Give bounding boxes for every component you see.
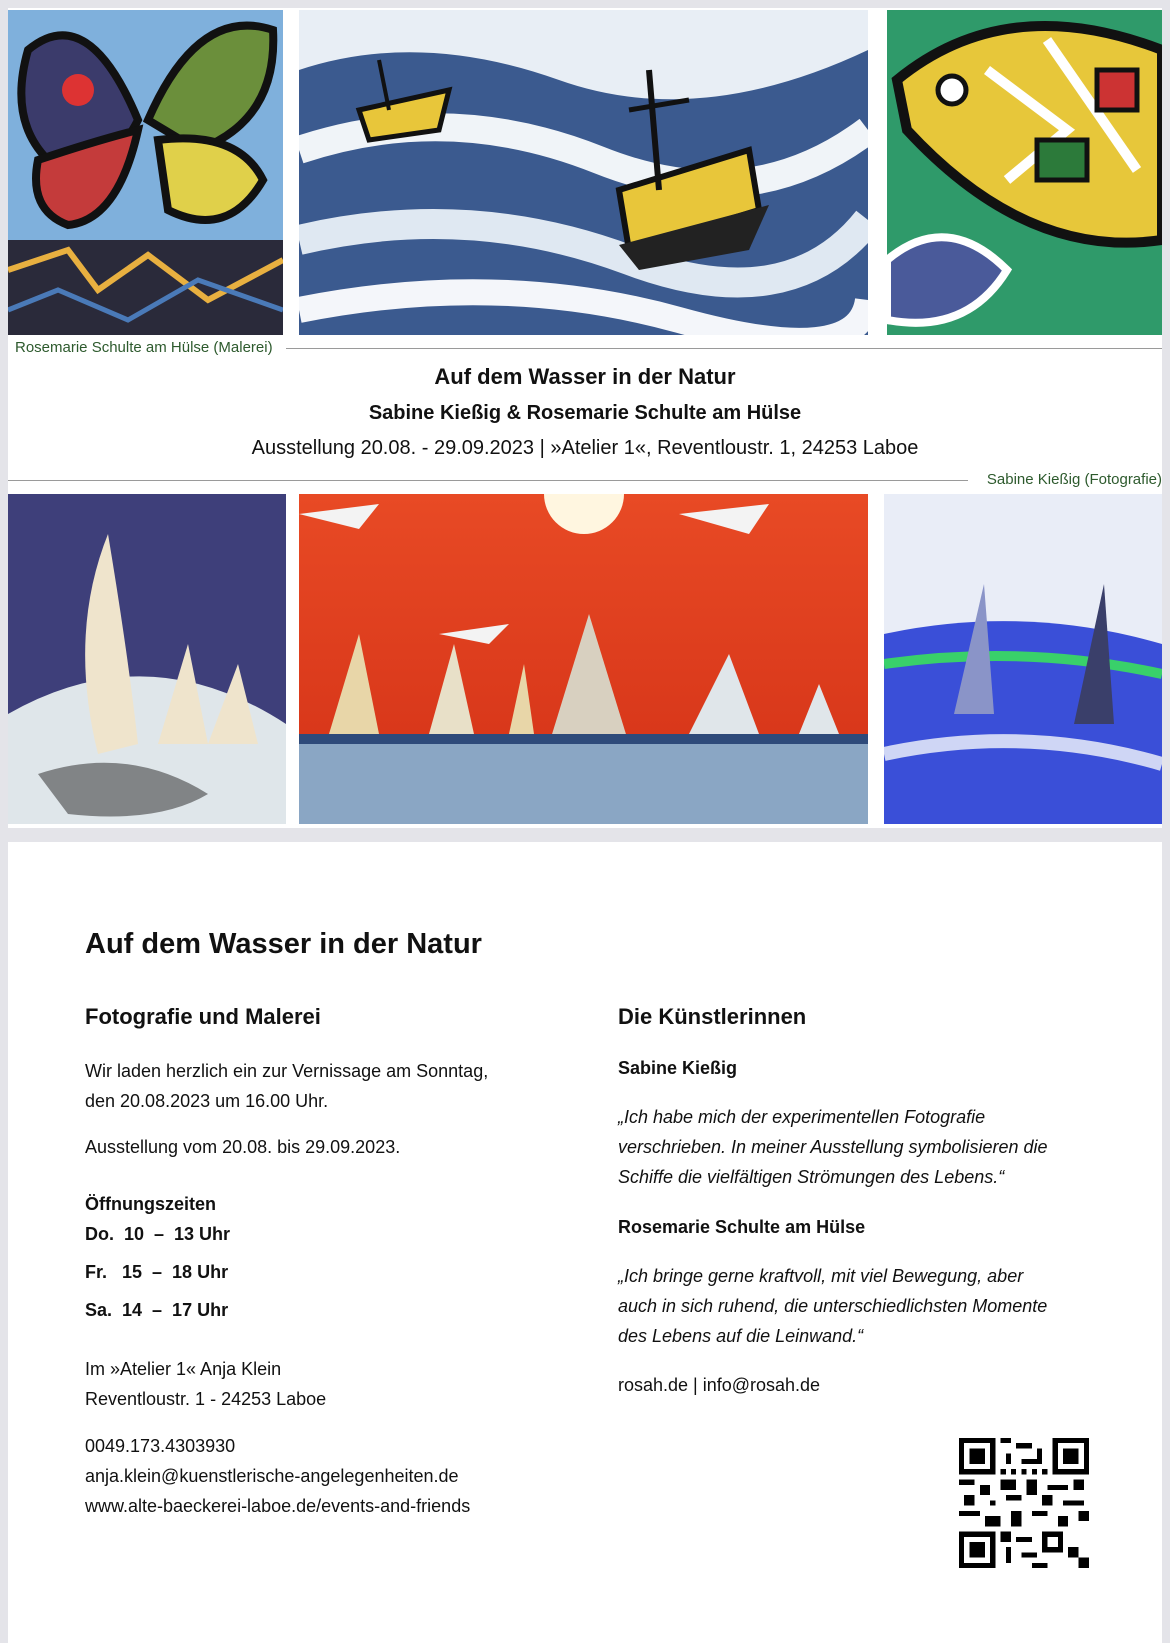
left-heading: Fotografie und Malerei [85, 1004, 321, 1029]
quote-line: „Ich bringe gerne kraftvoll, mit viel Bewegung, aber [618, 1266, 1024, 1286]
front-exhibition-info: Ausstellung 20.08. - 29.09.2023 | »Atelier 1«, Reventloustr. 1, 24253 Laboe [251, 437, 919, 459]
quote-line: verschrieben. In meiner Ausstellung symbolisieren die [618, 1137, 1048, 1157]
quote-line: auch in sich ruhend, die unterschiedlichsten Momente [618, 1296, 1048, 1316]
invitation-line: den 20.08.2023 um 16.00 Uhr. [85, 1091, 329, 1111]
exhibition-dates: Ausstellung vom 20.08. bis 29.09.2023. [85, 1137, 401, 1157]
front-artists: Sabine Kießig & Rosemarie Schulte am Hülse [368, 402, 802, 424]
caption-photo-artist: Sabine Kießig (Fotografie) [979, 471, 1162, 488]
butterfly-painting-image [8, 10, 283, 335]
flyer-front [8, 8, 1162, 828]
artists-heading: Die Künstlerinnen [618, 1004, 807, 1029]
ship-storm-painting-image [299, 10, 868, 335]
artist1-quote [618, 1102, 1048, 1192]
phone-number: 0049.173.4303930 [85, 1436, 236, 1456]
artist-contact: rosah.de | info@rosah.de [618, 1375, 821, 1395]
opening-hours-heading: Öffnungszeiten [85, 1194, 216, 1214]
artist2-name: Rosemarie Schulte am Hülse [618, 1217, 866, 1237]
divider-line-top [286, 348, 1162, 349]
caption-painting-artist: Rosemarie Schulte am Hülse (Malerei) [15, 339, 281, 356]
email-address: anja.klein@kuenstlerische-angelegenheiten.de [85, 1466, 459, 1486]
quote-line: Schiffe die vielfältigen Strömungen des Lebens.“ [618, 1167, 1005, 1187]
artist1-name: Sabine Kießig [618, 1058, 738, 1078]
venue-address [85, 1354, 326, 1414]
invitation-line: Wir laden herzlich ein zur Vernissage am Sonntag, [85, 1061, 489, 1081]
fish-painting-image [887, 10, 1162, 335]
blue-sailboats-photo-image [884, 494, 1162, 824]
opening-hours-friday: Fr. 15 – 18 Uhr [85, 1262, 229, 1282]
address-line: Im »Atelier 1« Anja Klein [85, 1359, 282, 1379]
front-title: Auf dem Wasser in der Natur [434, 364, 736, 389]
venue-contact [85, 1431, 470, 1521]
divider-line-bottom [8, 480, 968, 481]
website-url: www.alte-baeckerei-laboe.de/events-and-friends [85, 1496, 471, 1516]
quote-line: des Lebens auf die Leinwand.“ [618, 1326, 864, 1346]
opening-hours-thursday: Do. 10 – 13 Uhr [85, 1224, 231, 1244]
waves-photo-image [8, 494, 286, 824]
artist2-quote [618, 1261, 1047, 1351]
invitation-text [85, 1056, 488, 1116]
qr-code-image [959, 1438, 1089, 1568]
flyer-back [8, 842, 1162, 1643]
quote-line: „Ich habe mich der experimentellen Fotografie [618, 1107, 986, 1127]
back-title: Auf dem Wasser in der Natur [85, 928, 482, 960]
address-line: Reventloustr. 1 - 24253 Laboe [85, 1389, 327, 1409]
red-sky-sailboats-photo-image [299, 494, 868, 824]
opening-hours-saturday: Sa. 14 – 17 Uhr [85, 1300, 229, 1320]
